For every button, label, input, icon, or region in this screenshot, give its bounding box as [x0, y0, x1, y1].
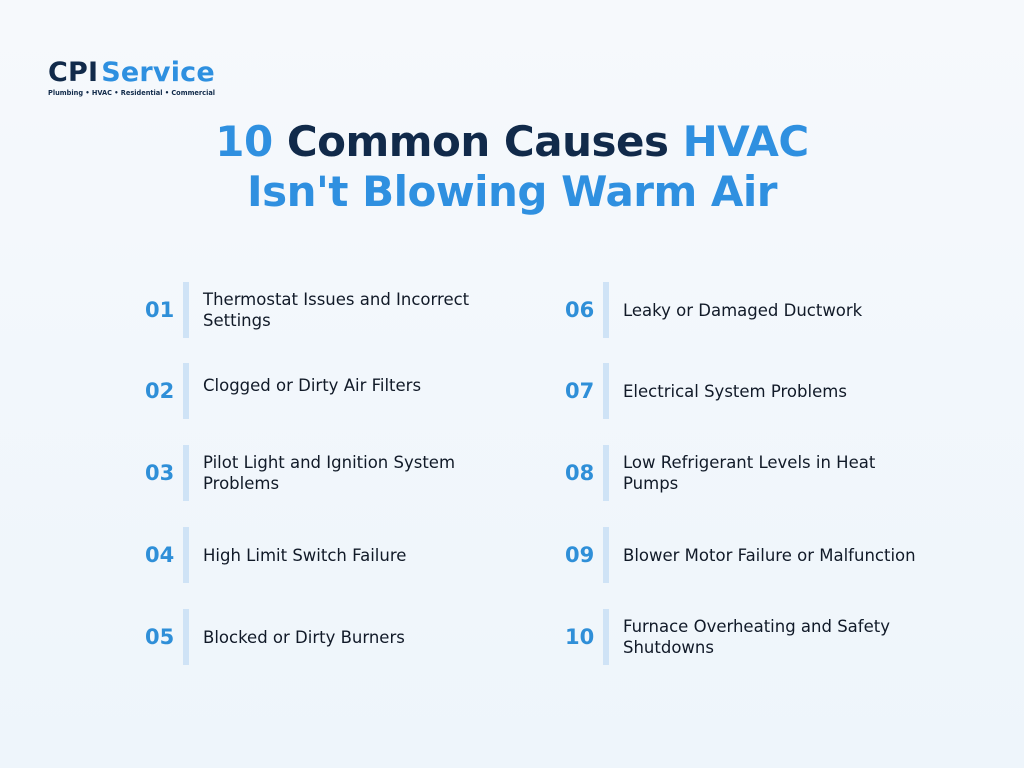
brand-name-service: Service: [101, 57, 215, 88]
title-line-2: Isn't Blowing Warm Air: [246, 167, 778, 216]
cause-number: 06: [565, 298, 595, 322]
brand-wordmark: [48, 58, 215, 88]
cause-label: High Limit Switch Failure: [203, 545, 407, 565]
cause-label: Thermostat Issues and Incorrect Settings: [203, 290, 470, 330]
cause-label: Pilot Light and Ignition System Problems: [203, 453, 456, 493]
cause-number: 01: [145, 298, 175, 322]
brand-logo: [48, 58, 215, 97]
cause-divider-bar: [603, 282, 609, 338]
cause-label: Blower Motor Failure or Malfunction: [623, 545, 916, 565]
cause-number: 08: [565, 461, 595, 485]
title-hvac: HVAC: [682, 117, 809, 166]
cause-label: Low Refrigerant Levels in Heat Pumps: [623, 453, 876, 493]
title-middle: Common Causes: [272, 117, 683, 166]
cause-label: Electrical System Problems: [623, 381, 847, 401]
cause-divider-bar: [603, 609, 609, 665]
cause-number: 05: [145, 625, 175, 649]
title-line-1: [0, 117, 1024, 167]
cause-number: 02: [145, 379, 175, 403]
title-number: 10: [215, 117, 273, 166]
cause-number: 03: [145, 461, 175, 485]
cause-number: 10: [565, 625, 595, 649]
cause-number: 04: [145, 543, 175, 567]
cause-number: 09: [565, 543, 595, 567]
cause-divider-bar: [183, 527, 189, 583]
brand-name-cpi: CPI: [48, 57, 99, 88]
cause-divider-bar: [183, 282, 189, 338]
cause-divider-bar: [603, 363, 609, 419]
cause-number: 07: [565, 379, 595, 403]
cause-divider-bar: [183, 445, 189, 501]
cause-label: Furnace Overheating and Safety Shutdowns: [623, 617, 890, 657]
cause-label: Leaky or Damaged Ductwork: [623, 300, 863, 320]
cause-divider-bar: [183, 363, 189, 419]
cause-divider-bar: [603, 445, 609, 501]
cause-divider-bar: [183, 609, 189, 665]
cause-label: Blocked or Dirty Burners: [203, 627, 405, 647]
brand-tagline: Plumbing • HVAC • Residential • Commercial: [48, 89, 216, 97]
cause-divider-bar: [603, 527, 609, 583]
page-title: [0, 117, 1024, 217]
cause-label: Clogged or Dirty Air Filters: [203, 376, 422, 395]
